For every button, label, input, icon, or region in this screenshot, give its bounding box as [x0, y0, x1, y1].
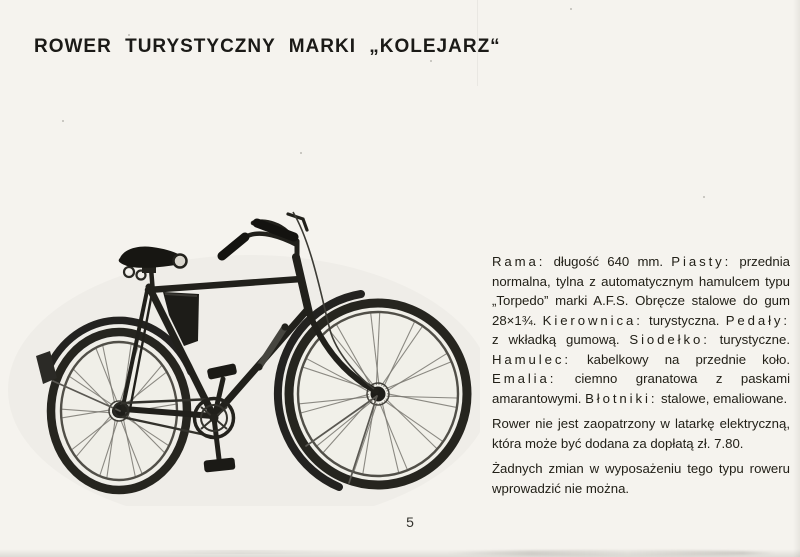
- note-lamp: Rower nie jest zaopatrzony w latarkę elektryczną, która może być dodana za dopłatą zł. 7.80.: [492, 416, 790, 451]
- spec-text: długość 640 mm.: [545, 254, 672, 269]
- spec-text: turystyczna.: [642, 312, 726, 328]
- scan-crease: [477, 0, 478, 86]
- spec-text: przednia normalna, tylna z automatycznym hamulcem typu „Torpedo” marki A.F.S. Obręcze stalowe do gum 28×1¾.: [492, 254, 790, 328]
- grip-far: [222, 237, 245, 256]
- spec-paragraph: [492, 252, 790, 408]
- spec-term: Siodełko:: [629, 332, 710, 347]
- spec-term: Piasty:: [671, 254, 732, 269]
- scan-edge-shading: [793, 0, 800, 557]
- bottom-bracket: [210, 414, 219, 423]
- paper-speck: [762, 336, 764, 338]
- paper-speck: [540, 470, 542, 472]
- spec-term: Pedały:: [725, 312, 791, 328]
- paper-speck: [703, 196, 705, 198]
- spec-text: kabelkowy na przednie koło.: [570, 351, 790, 367]
- spec-term: Hamulec:: [492, 351, 571, 367]
- paper-speck: [62, 120, 64, 122]
- paper-speck: [570, 8, 572, 10]
- saddle-nose-ring: [174, 255, 187, 268]
- page-number: 5: [406, 514, 414, 530]
- bicycle-illustration: [8, 188, 480, 506]
- spec-text: turystyczne.: [709, 332, 790, 347]
- spec-term: Emalia:: [492, 371, 557, 386]
- page-title: ROWER TURYSTYCZNY MARKI „KOLEJARZ“: [34, 36, 501, 57]
- paper-speck: [300, 152, 302, 154]
- spec-term: Kierownica:: [542, 312, 643, 328]
- paper-speck: [128, 34, 130, 36]
- description-column: [492, 252, 790, 504]
- spec-text: ciemno granatowa z paskami amarantowymi.: [492, 371, 790, 406]
- scan-smudge-2: [120, 550, 360, 554]
- spec-term: Rama:: [492, 254, 546, 269]
- paper-speck: [430, 60, 432, 62]
- bicycle-photo: [8, 188, 480, 506]
- note-no-changes: Żadnych zmian w wyposażeniu tego typu roweru wprowadzić nie można.: [492, 461, 790, 496]
- spec-term: Błotniki:: [585, 390, 658, 406]
- spec-text: stalowe, emaliowane.: [657, 390, 788, 406]
- spec-text: z wkładką gumową.: [492, 332, 630, 347]
- scan-smudge: [446, 550, 776, 556]
